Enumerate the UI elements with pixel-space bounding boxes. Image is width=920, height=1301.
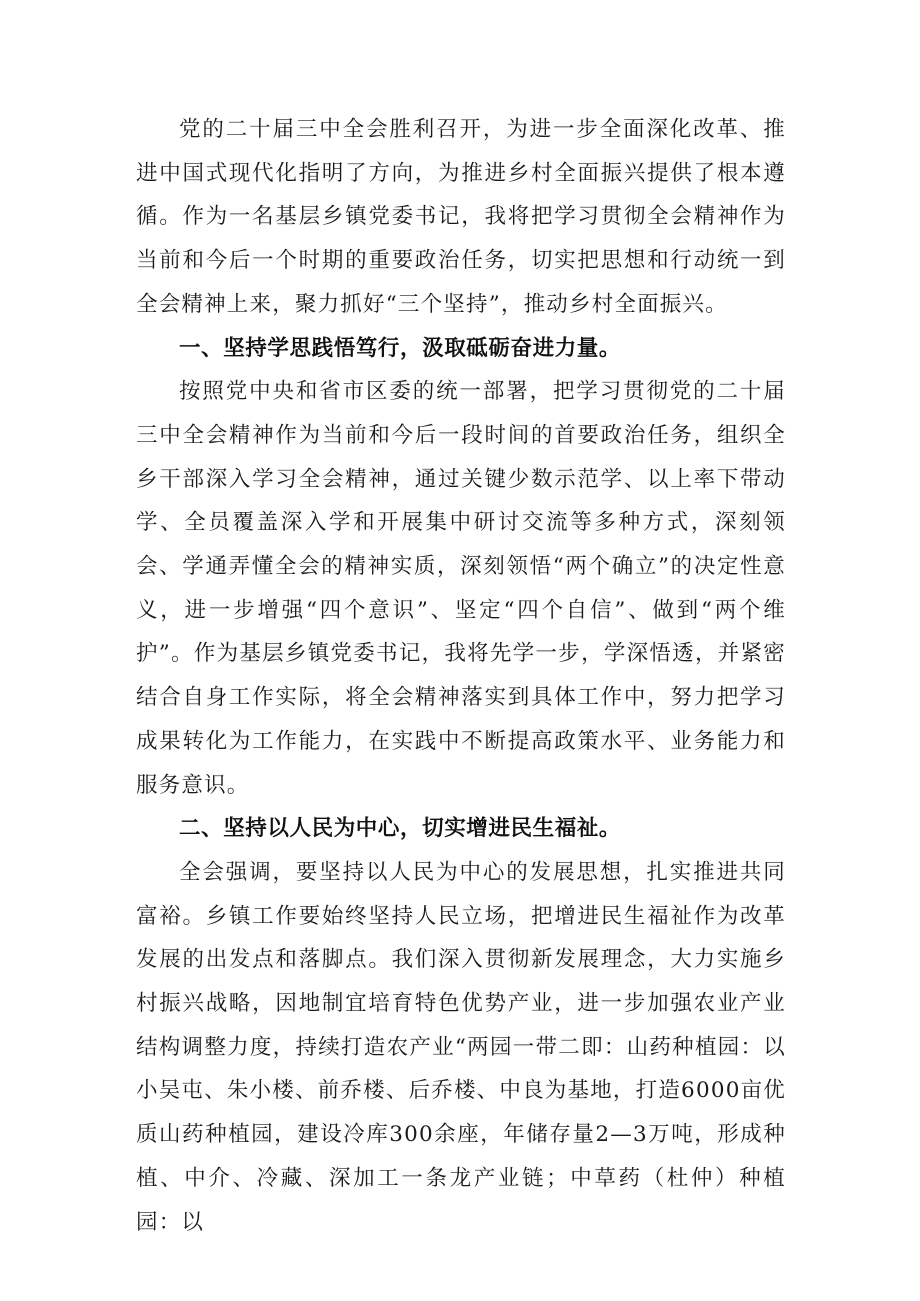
document-body (136, 108, 786, 1244)
section-1-paragraph: 按照党中央和省市区委的统一部署，把学习贯彻党的二十届三中全会精神作为当前和今后一段时间的首要政治任务，组织全乡干部深入学习全会精神，通过关键少数示范学、以上率下带动学、全员覆盖深入学和开展集中研讨交流等多种方式，深刻领会、学通弄懂全会的精神实质，深刻领悟“两个确立”的决定性意义，进一步增强“四个意识”、坚定“四个自信”、做到“两个维护”。作为基层乡镇党委书记，我将先学一步，学深悟透，并紧密结合自身工作实际，将全会精神落实到具体工作中，努力把学习成果转化为工作能力，在实践中不断提高政策水平、业务能力和服务意识。 (136, 379, 786, 798)
intro-paragraph: 党的二十届三中全会胜利召开，为进一步全面深化改革、推进中国式现代化指明了方向，为推进乡村全面振兴提供了根本遵循。作为一名基层乡镇党委书记，我将把学习贯彻全会精神作为当前和今后一个时期的重要政治任务，切实把思想和行动统一到全会精神上来，聚力抓好“三个坚持”，推动乡村全面振兴。 (136, 117, 786, 317)
section-2-paragraph: 全会强调，要坚持以人民为中心的发展思想，扎实推进共同富裕。乡镇工作要始终坚持人民立场，把增进民生福祉作为改革发展的出发点和落脚点。我们深入贯彻新发展理念，大力实施乡村振兴战略，因地制宜培育特色优势产业，进一步加强农业产业结构调整力度，持续打造农产业“两园一带二即：山药种植园：以小吴屯、朱小楼、前乔楼、后乔楼、中良为基地，打造6000亩优质山药种植园，建设冷库300余座，年储存量2—3万吨，形成种植、中介、冷藏、深加工一条龙产业链；中草药（杜仲）种植园：以 (136, 859, 786, 1235)
section-2-heading: 二、坚持以人民为中心，切实增进民生福祉。 (179, 816, 622, 842)
section-1-heading: 一、坚持学思践悟笃行，汲取砥砺奋进力量。 (179, 335, 622, 361)
